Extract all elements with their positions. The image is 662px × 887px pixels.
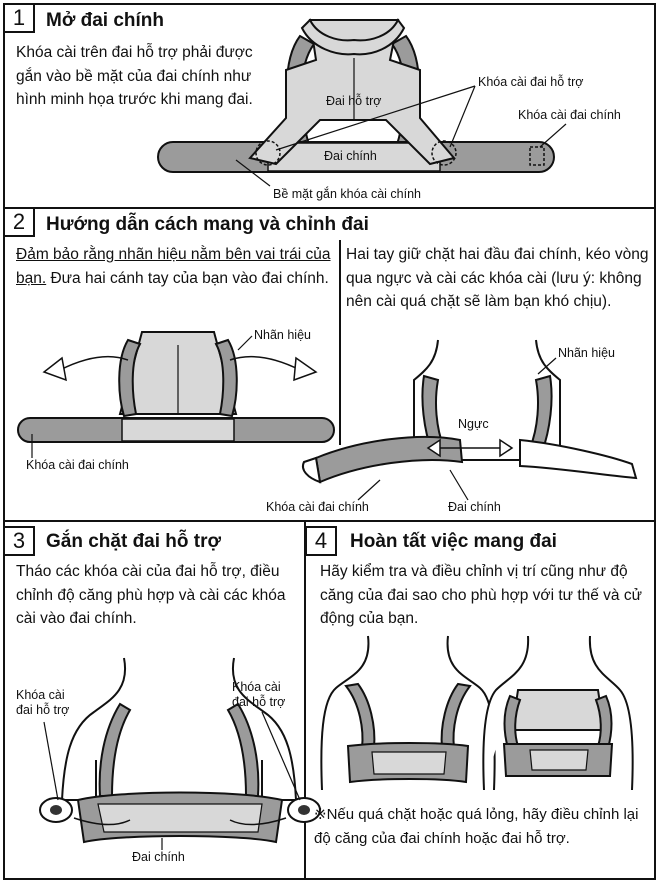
step-4-note: ※Nếu quá chặt hoặc quá lỏng, hãy điều chỉnh lại độ căng của đai chính hoặc đai hỗ trợ. — [314, 806, 639, 847]
step-4-text: Hãy kiểm tra và điều chỉnh vị trí cũng như độ căng của đai sao cho phù hợp với tư thế và cử động của bạn. — [320, 563, 642, 627]
step-3-text: Tháo các khóa cài của đai hỗ trợ, điều chỉnh độ căng phù hợp và cài các khóa cài vào đai chính. — [16, 563, 286, 627]
attach-surface-label: Bề mặt gắn khóa cài chính — [273, 187, 422, 201]
step-1-text: Khóa cài trên đai hỗ trợ phải được gắn vào bề mặt của đai chính như hình minh họa trước khi mang đai. — [16, 44, 253, 108]
support-belt-label: Đai hỗ trợ — [326, 94, 382, 108]
main-fastener-label-right: Khóa cài đai chính — [266, 500, 369, 514]
main-fastener-label-left: Khóa cài đai chính — [26, 458, 129, 472]
chest-label: Ngực — [458, 417, 489, 431]
support-fastener-label: Khóa cài đai hỗ trợ — [478, 75, 584, 89]
step-3-support-fastener-left-2: đai hỗ trợ — [16, 703, 70, 717]
step-3-number: 3 — [3, 526, 35, 556]
main-belt-label: Đai chính — [324, 149, 377, 163]
step-3-main-belt-label: Đai chính — [132, 850, 185, 864]
step-2-title: Hướng dẫn cách mang và chỉnh đai — [46, 214, 369, 235]
main-belt-label-step-2: Đai chính — [448, 500, 501, 514]
step-2-text-right: Hai tay giữ chặt hai đầu đai chính, kéo vòng qua ngực và cài các khóa cài (lưu ý: không nên cài quá chặt sẽ làm bạn khó chịu). — [346, 246, 649, 310]
step-3-support-fastener-left-1: Khóa cài — [16, 688, 65, 702]
step-3-support-fastener-right-2: đai hỗ trợ — [232, 695, 286, 709]
step-1-number: 1 — [3, 3, 35, 33]
step-2-number: 2 — [3, 207, 35, 237]
brand-tag-left-shoulder-note: Đảm bảo rằng nhãn hiệu nằm bên vai trái của bạn. — [16, 246, 331, 287]
step-4-number: 4 — [305, 526, 337, 556]
step-4-title: Hoàn tất việc mang đai — [350, 531, 557, 552]
step-1-title: Mở đai chính — [46, 10, 165, 31]
step-3-title: Gắn chặt đai hỗ trợ — [46, 531, 222, 552]
step-3-support-fastener-right-1: Khóa cài — [232, 680, 281, 694]
step-2-text-rest: Đưa hai cánh tay của bạn vào đai chính. — [46, 269, 329, 287]
brand-tag-label-right: Nhãn hiệu — [558, 346, 615, 360]
main-fastener-label: Khóa cài đai chính — [518, 108, 621, 122]
brand-tag-label-left: Nhãn hiệu — [254, 328, 311, 342]
